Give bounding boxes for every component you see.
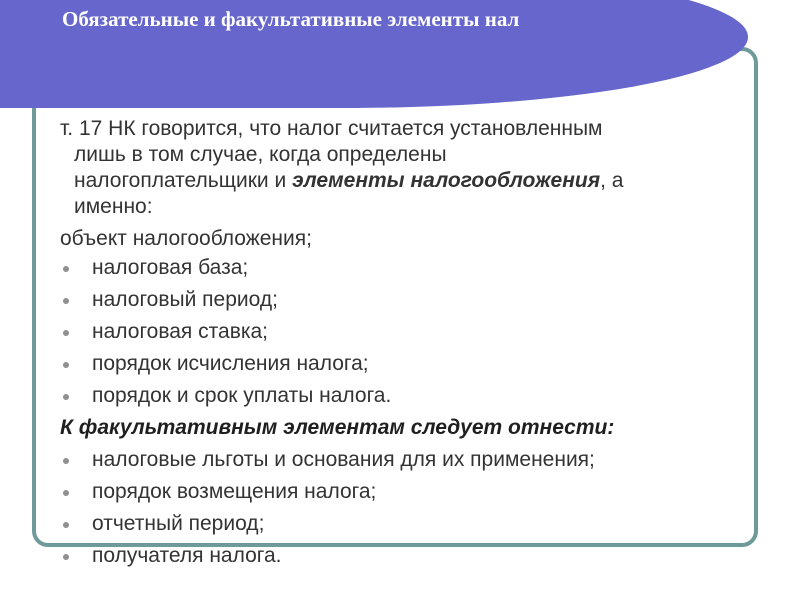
bullet-icon — [63, 298, 69, 304]
bullet-icon — [63, 522, 69, 528]
slide-body — [60, 116, 740, 572]
list-item-text: налоговая ставка; — [92, 320, 269, 343]
bullet-icon — [63, 458, 69, 464]
list-item — [60, 252, 740, 284]
list-item — [60, 316, 740, 348]
list-item — [60, 540, 740, 572]
mandatory-elements-list — [60, 252, 740, 412]
intro-paragraph — [60, 116, 740, 220]
list-item — [60, 284, 740, 316]
list-item-text: получателя налога. — [92, 544, 282, 567]
list-item-text: налоговый период; — [92, 288, 278, 311]
bullet-icon — [63, 362, 69, 368]
list-item-text: порядок и срок уплаты налога. — [92, 384, 392, 407]
intro-line-3-after: , а — [600, 169, 624, 192]
intro-line-2: лишь в том случае, когда определены — [74, 143, 447, 166]
intro-line-3-before: налогоплательщики и — [74, 169, 293, 192]
title-band — [0, 0, 780, 108]
bullet-icon — [63, 330, 69, 336]
bullet-icon — [63, 554, 69, 560]
list-item — [60, 508, 740, 540]
list-item-text: порядок исчисления налога; — [92, 352, 369, 375]
bullet-icon — [63, 490, 69, 496]
object-of-taxation: объект налогообложения; — [60, 227, 312, 250]
intro-line-3 — [60, 168, 740, 194]
optional-elements-list — [60, 444, 740, 572]
intro-line-4: именно: — [74, 195, 153, 218]
list-item — [60, 380, 740, 412]
slide-title: Обязательные и факультативные элементы нал — [62, 7, 520, 31]
intro-emphasis: элементы налогообложения — [292, 169, 601, 192]
optional-elements-heading: К факультативным элементам следует отнести: — [60, 416, 615, 439]
list-item — [60, 444, 740, 476]
list-item — [60, 348, 740, 380]
bullet-icon — [63, 266, 69, 272]
bullet-icon — [63, 394, 69, 400]
list-item-text: порядок возмещения налога; — [92, 480, 377, 503]
list-item-text: отчетный период; — [92, 512, 265, 535]
list-item — [60, 476, 740, 508]
intro-line-1: т. 17 НК говорится, что налог считается установленным — [60, 117, 603, 140]
list-item-text: налоговые льготы и основания для их применения; — [92, 448, 595, 471]
list-item-text: налоговая база; — [92, 256, 249, 279]
